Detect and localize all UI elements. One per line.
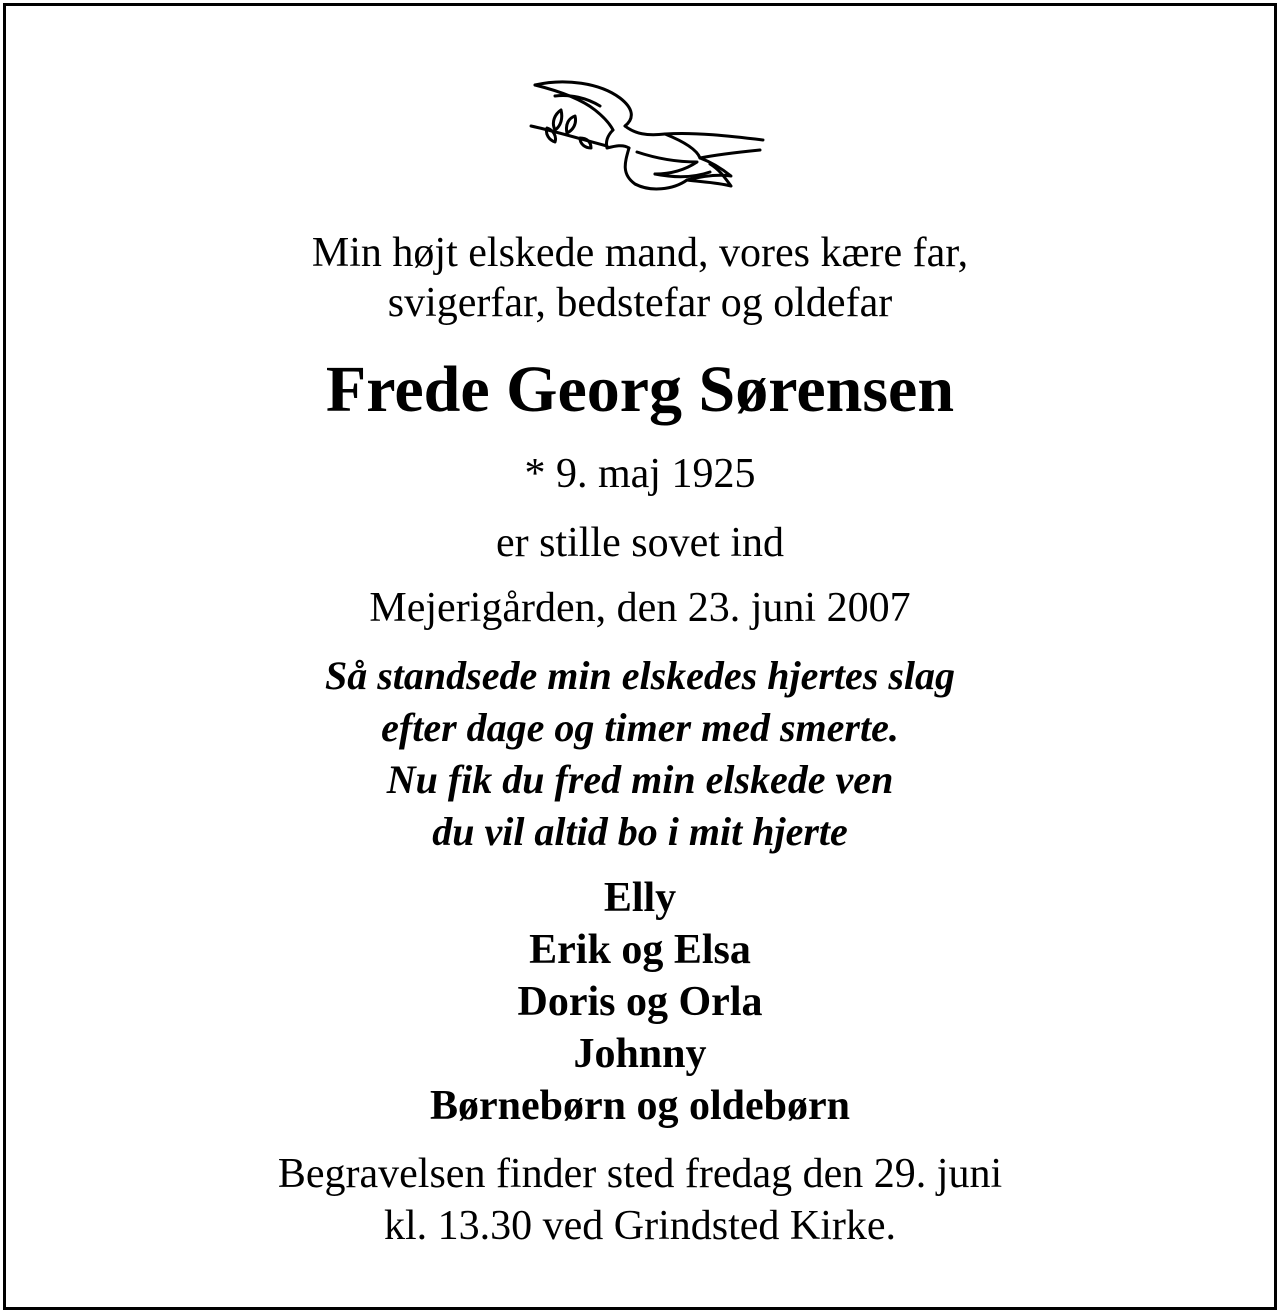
passed-away-text: er stille sovet ind	[495, 520, 785, 566]
birth-date: * 9. maj 1925	[524, 451, 756, 497]
family-member: Børnebørn og oldebørn	[429, 1083, 851, 1129]
family-member: Johnny	[573, 1031, 707, 1077]
family-member: Erik og Elsa	[529, 927, 751, 973]
dove-icon	[525, 78, 770, 196]
family-member: Doris og Orla	[517, 979, 763, 1025]
place-and-date: Mejerigården, den 23. juni 2007	[369, 585, 911, 631]
verse-line: efter dage og timer med smerte.	[381, 705, 899, 750]
funeral-line: Begravelsen finder sted fredag den 29. juni	[277, 1151, 1003, 1197]
funeral-info	[6, 1148, 1274, 1252]
verse-line: Så standsede min elskedes hjertes slag	[324, 653, 956, 698]
family-signatures	[6, 872, 1274, 1132]
verse-line: Nu fik du fred min elskede ven	[386, 757, 894, 802]
verse-line: du vil altid bo i mit hjerte	[432, 809, 848, 854]
deceased-name: Frede Georg Sørensen	[325, 353, 955, 426]
memorial-verse	[6, 650, 1274, 858]
intro-line: Min højt elskede mand, vores kære far,	[311, 230, 969, 276]
funeral-line: kl. 13.30 ved Grindsted Kirke.	[383, 1203, 897, 1249]
family-member: Elly	[603, 875, 677, 921]
obituary-notice	[3, 3, 1277, 1310]
intro-text	[6, 228, 1274, 328]
intro-line: svigerfar, bedstefar og oldefar	[387, 280, 893, 326]
